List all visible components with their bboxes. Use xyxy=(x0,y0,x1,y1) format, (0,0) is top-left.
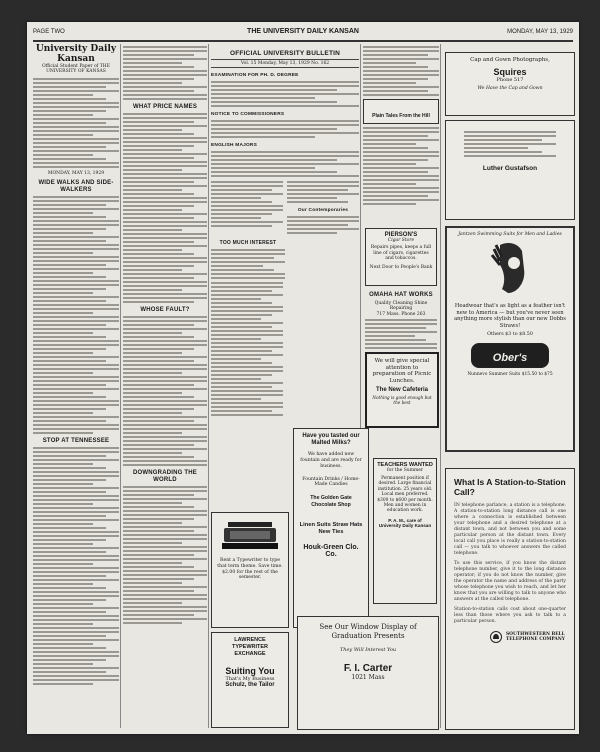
telephone-body-2: To use this service, if you know the distant telephone number, give it to the long distance operator; if you do not know the number, give the operator the name and address of the party whose telephone you wish to reach, and let her know that you are willing to talk to anyone who answers at the called telephone. xyxy=(454,561,566,602)
typewriter-copy: Rent a Typewriter to type that term theme. Save time. $2.00 for the rest of the semester. xyxy=(217,558,283,581)
suit-headline: Suiting You xyxy=(225,666,275,676)
squires-name: Squires xyxy=(493,67,527,77)
cafeteria-copy: We will give special attention to preparation of Picnic Lunches. xyxy=(372,358,432,384)
fountain-title: Fountain Drinks / Home-Made Candies xyxy=(302,477,360,488)
malted-answer: We have added new fountain and are ready for business. xyxy=(300,452,362,469)
suit-sub: That's My Business xyxy=(225,676,275,682)
houk-green: Houk-Green Clo. Co. xyxy=(303,544,359,559)
editorial-headline-1: WIDE WALKS AND SIDE-WALKERS xyxy=(38,180,114,193)
column-4 xyxy=(363,44,439,224)
omaha-hat-ad xyxy=(365,290,437,350)
column-1 xyxy=(33,44,119,732)
teachers-sub: for the Summer xyxy=(386,468,424,473)
graduation-address: 1021 Mass xyxy=(351,674,385,681)
piersons-ad xyxy=(365,228,437,286)
telephone-title: What Is A Station-to-Station Call? xyxy=(454,477,566,497)
teachers-title: TEACHERS WANTED xyxy=(377,462,433,468)
omaha-sub: Quality Cleaning Shine Repairing xyxy=(374,301,428,311)
jantzen-header: Jantzen Swimming Suits for Men and Ladies xyxy=(458,232,562,237)
typewriter-exchange: LAWRENCE TYPEWRITER EXCHANGE xyxy=(231,637,269,657)
squires-tag: We Have the Cap and Gown xyxy=(477,86,543,91)
cafeteria-name: The New Cafeteria xyxy=(375,387,429,393)
masthead-subtitle: Official Student Paper of THE UNIVERSITY OF KANSAS xyxy=(42,64,110,74)
bell-logo-icon xyxy=(490,631,502,643)
editorial-headline-5: DOWNGRADING THE WORLD xyxy=(133,470,197,483)
telephone-body-3: Station-to-station calls cost about one-quarter less than those where you ask to talk to a particular person. xyxy=(454,607,566,624)
page-date: MONDAY, MAY 13, 1929 xyxy=(507,29,573,35)
tailor-ad xyxy=(211,632,289,728)
squires-title: Cap and Gown Photographs, xyxy=(470,57,550,63)
editorial-headline-2: STOP AT TENNESSEE xyxy=(42,438,110,444)
gustafson-name: Luther Gustafson xyxy=(482,165,538,172)
newspaper-page xyxy=(27,22,579,734)
teachers-wanted-ad xyxy=(373,458,437,604)
paper-title: THE UNIVERSITY DAILY KANSAN xyxy=(247,28,359,35)
plain-tales-title: Plain Tales From the Hill xyxy=(372,113,430,119)
page-header xyxy=(33,26,573,42)
malted-question: Have you tasted our Malted Milks? xyxy=(302,433,360,446)
linen-suits: Linen Suits Straw Hats New Ties xyxy=(299,522,363,536)
cafeteria-ad xyxy=(365,352,439,428)
obers-copy: Headwear that's as light as a feather isn't new to America — but you've never seen anything more stylish than our new Dobbs Straws! xyxy=(454,303,566,329)
bulletin-heading-2: NOTICE TO COMMISSIONERS xyxy=(211,112,285,117)
bulletin-title: OFFICIAL UNIVERSITY BULLETIN xyxy=(229,50,341,57)
obers-price: Others $3 to $8.50 xyxy=(487,332,533,338)
contemporaries-heading: Our Contemporaries xyxy=(297,208,349,213)
bulletin-heading-3: ENGLISH MAJORS xyxy=(211,143,257,148)
piersons-sub: Cigar Store xyxy=(387,238,415,243)
piersons-tag: Next Door to People's Bank xyxy=(369,264,433,270)
graduation-sub: They Will Interest You xyxy=(339,647,397,653)
obers-tag: Nunnevo Summer Suits $15.50 to $75 xyxy=(467,372,553,378)
col3-lower-text xyxy=(211,280,283,430)
official-bulletin xyxy=(211,44,359,280)
masthead-name: University Daily Kansan xyxy=(35,44,117,64)
masthead-dateline: MONDAY, MAY 13, 1929 xyxy=(47,171,105,176)
telephone-body: IN telephone parlance, a station is a telephone. A station-to-station long distance call is one where a connection is established between your telephone and a desired telephone at a distant town, and not between you and some particular person at the distant town. Every local call you place is really a station-to-station call — you talk to whoever answers the called telephone. xyxy=(454,503,566,556)
graduation-name: F. I. Carter xyxy=(343,663,393,674)
suit-name: Schulz, the Tailor xyxy=(225,682,275,688)
fountain-special: The Golden Gate Chocolate Shop xyxy=(310,495,352,508)
bulletin-heading-1: EXAMINATION FOR PH. D. DEGREE xyxy=(211,73,299,78)
bulletin-info: Vol. 15 Monday, May 13, 1929 No. 162 xyxy=(211,59,359,68)
cafeteria-tag: Nothing is good enough but the best xyxy=(372,395,432,405)
malted-milk-ad xyxy=(293,428,369,628)
gustafson-ad xyxy=(445,120,575,220)
typewriter-illustration xyxy=(220,516,280,552)
telephone-company: SOUTHWESTERN BELL TELEPHONE COMPANY xyxy=(506,632,565,642)
squires-phone: Phone 517 xyxy=(496,77,524,83)
omaha-address: 717 Mass. Phone 263 xyxy=(376,312,426,317)
teachers-body: Permanent position if desired. Large financial institution. 25 years old. Local men preferred. $300 to $600 per month. Men and women in education work. xyxy=(377,476,433,514)
page-number: PAGE TWO xyxy=(33,29,65,35)
too-much-interest-heading: TOO MUCH INTEREST xyxy=(219,240,277,246)
piersons-body: Repairs pipes, keeps a full line of cigars, cigarettes and tobaccos. xyxy=(370,245,432,261)
graduation-ad xyxy=(297,616,439,730)
plain-tales-banner xyxy=(363,99,439,124)
teachers-sign: P. A. M., care of University Daily Kansan xyxy=(378,517,432,528)
typewriter-ad xyxy=(211,512,289,628)
obers-name: Ober's xyxy=(492,352,528,365)
obers-logo xyxy=(471,343,549,368)
graduation-title: See Our Window Display of Graduation Presents xyxy=(319,623,417,640)
editorial-headline-3: WHAT PRICE NAMES xyxy=(132,104,198,110)
indian-head-icon xyxy=(488,241,532,295)
piersons-name: PIERSON'S xyxy=(384,232,418,238)
editorial-headline-4: WHOSE FAULT? xyxy=(140,307,190,313)
omaha-title: OMAHA HAT WORKS xyxy=(369,292,433,298)
obers-ad xyxy=(445,226,575,452)
telephone-ad xyxy=(445,468,575,730)
column-2 xyxy=(123,44,207,732)
squires-ad xyxy=(445,52,575,116)
